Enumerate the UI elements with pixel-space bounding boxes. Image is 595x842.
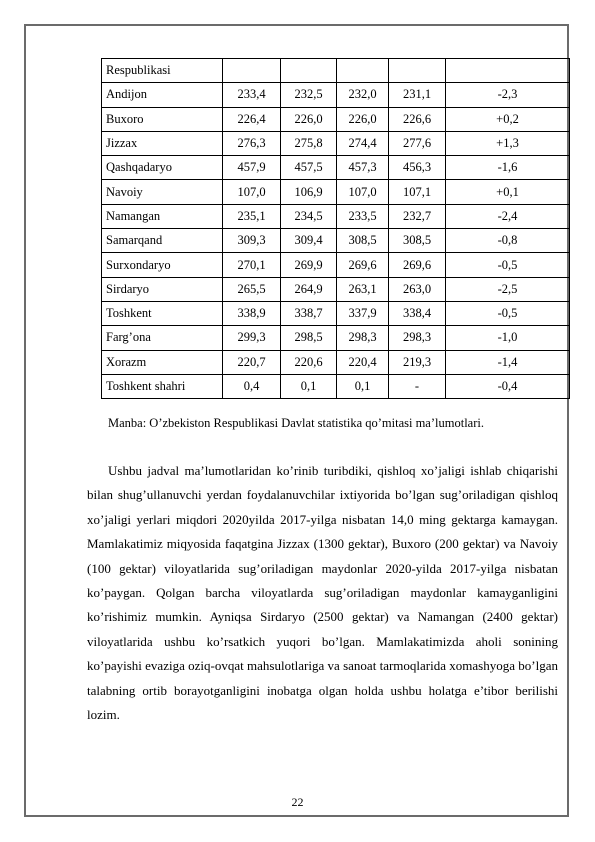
region-cell: Qashqadaryo <box>102 156 223 180</box>
table-row <box>102 156 570 180</box>
value-cell: -1,6 <box>446 156 570 180</box>
value-cell: -2,3 <box>446 83 570 107</box>
value-cell: 232,7 <box>389 204 446 228</box>
value-cell: 107,1 <box>389 180 446 204</box>
value-cell: 457,3 <box>337 156 389 180</box>
value-cell: 269,6 <box>337 253 389 277</box>
value-cell: 263,0 <box>389 277 446 301</box>
value-cell: 456,3 <box>389 156 446 180</box>
value-cell: 277,6 <box>389 131 446 155</box>
region-cell: Respublikasi <box>102 59 223 83</box>
value-cell: 219,3 <box>389 350 446 374</box>
value-cell: 233,5 <box>337 204 389 228</box>
value-cell: -2,4 <box>446 204 570 228</box>
value-cell: 308,5 <box>337 229 389 253</box>
value-cell: 107,0 <box>223 180 281 204</box>
table-row <box>102 180 570 204</box>
value-cell: 220,6 <box>281 350 337 374</box>
value-cell: 309,3 <box>223 229 281 253</box>
value-cell <box>389 59 446 83</box>
value-cell: 231,1 <box>389 83 446 107</box>
value-cell: 269,9 <box>281 253 337 277</box>
value-cell: 298,3 <box>337 326 389 350</box>
region-cell: Farg’ona <box>102 326 223 350</box>
table-row <box>102 229 570 253</box>
value-cell: -1,4 <box>446 350 570 374</box>
region-cell: Namangan <box>102 204 223 228</box>
value-cell: 226,6 <box>389 107 446 131</box>
value-cell <box>337 59 389 83</box>
value-cell: 457,9 <box>223 156 281 180</box>
value-cell: 338,7 <box>281 301 337 325</box>
region-cell: Sirdaryo <box>102 277 223 301</box>
value-cell: 106,9 <box>281 180 337 204</box>
value-cell: 220,7 <box>223 350 281 374</box>
region-cell: Samarqand <box>102 229 223 253</box>
value-cell: -0,8 <box>446 229 570 253</box>
value-cell: -0,4 <box>446 374 570 398</box>
region-cell: Andijon <box>102 83 223 107</box>
value-cell: 298,3 <box>389 326 446 350</box>
value-cell: 264,9 <box>281 277 337 301</box>
table-body <box>102 59 570 399</box>
value-cell: +1,3 <box>446 131 570 155</box>
table-row <box>102 253 570 277</box>
value-cell: 274,4 <box>337 131 389 155</box>
value-cell: 107,0 <box>337 180 389 204</box>
table-row <box>102 204 570 228</box>
region-cell: Navoiy <box>102 180 223 204</box>
region-cell: Jizzax <box>102 131 223 155</box>
value-cell: 233,4 <box>223 83 281 107</box>
value-cell: 0,1 <box>337 374 389 398</box>
value-cell: 226,0 <box>281 107 337 131</box>
value-cell: +0,1 <box>446 180 570 204</box>
value-cell: 299,3 <box>223 326 281 350</box>
table-row <box>102 107 570 131</box>
value-cell: - <box>389 374 446 398</box>
value-cell: 270,1 <box>223 253 281 277</box>
value-cell: 226,0 <box>337 107 389 131</box>
value-cell <box>446 59 570 83</box>
table-row <box>102 131 570 155</box>
region-cell: Toshkent <box>102 301 223 325</box>
value-cell: +0,2 <box>446 107 570 131</box>
value-cell: -2,5 <box>446 277 570 301</box>
table-row <box>102 326 570 350</box>
value-cell: 275,8 <box>281 131 337 155</box>
value-cell: -0,5 <box>446 301 570 325</box>
value-cell: 308,5 <box>389 229 446 253</box>
table-header-row <box>102 59 570 83</box>
value-cell: -0,5 <box>446 253 570 277</box>
value-cell: 276,3 <box>223 131 281 155</box>
value-cell: 337,9 <box>337 301 389 325</box>
value-cell: 235,1 <box>223 204 281 228</box>
table-row <box>102 277 570 301</box>
value-cell: 0,4 <box>223 374 281 398</box>
region-cell: Toshkent shahri <box>102 374 223 398</box>
value-cell: -1,0 <box>446 326 570 350</box>
value-cell: 0,1 <box>281 374 337 398</box>
value-cell: 220,4 <box>337 350 389 374</box>
value-cell: 226,4 <box>223 107 281 131</box>
table-row <box>102 374 570 398</box>
value-cell: 309,4 <box>281 229 337 253</box>
table-row <box>102 83 570 107</box>
value-cell: 298,5 <box>281 326 337 350</box>
body-paragraph: Ushbu jadval ma’lumotlaridan ko’rinib turibdiki, qishloq xo’jaligi ishlab chiqarishi bilan shug’ullanuvchi yerdan foydalanuvchilar ixtiyorida bo’lgan sug’oriladigan qishloq xo’jaligi yerlari miqdori 2020yilda 2017-yilga nisbatan 14,0 ming gektarga kamaygan. Mamlakatimiz miqyosida faqatgina Jizzax (1300 gektar), Buxoro (200 gektar) va Navoiy (100 gektar) viloyatlarida sug’oriladigan maydonlar 2020-yilda 2017-yilga nisbatan ko’paygan. Qolgan barcha viloyatlarda sug’oriladigan maydonlar kamayganligini ko’rishimiz mumkin. Ayniqsa Sirdaryo (2500 gektar) va Namangan (2400 gektar) viloyatlarida ushbu ko’rsatkich yuqori bo’lgan. Mamlakatimizda aholi sonining ko’payishi evaziga oziq-ovqat mahsulotlariga va sanoat tarmoqlarida xomashyoga bo’lgan talabning ortib borayotganligini inobatga olgan holda ushbu holatga e’tibor berilishi lozim. <box>87 463 558 723</box>
irrigated-land-table <box>101 58 570 399</box>
table-row <box>102 301 570 325</box>
value-cell: 338,4 <box>389 301 446 325</box>
value-cell: 457,5 <box>281 156 337 180</box>
value-cell: 232,0 <box>337 83 389 107</box>
value-cell: 234,5 <box>281 204 337 228</box>
value-cell: 269,6 <box>389 253 446 277</box>
region-cell: Surxondaryo <box>102 253 223 277</box>
region-cell: Buxoro <box>102 107 223 131</box>
value-cell: 232,5 <box>281 83 337 107</box>
value-cell <box>223 59 281 83</box>
value-cell: 265,5 <box>223 277 281 301</box>
region-cell: Xorazm <box>102 350 223 374</box>
page-number: 22 <box>291 795 304 809</box>
value-cell <box>281 59 337 83</box>
value-cell: 338,9 <box>223 301 281 325</box>
table-source-note: Manba: O’zbekiston Respublikasi Davlat statistika qo’mitasi ma’lumotlari. <box>108 416 484 430</box>
value-cell: 263,1 <box>337 277 389 301</box>
table-row <box>102 350 570 374</box>
